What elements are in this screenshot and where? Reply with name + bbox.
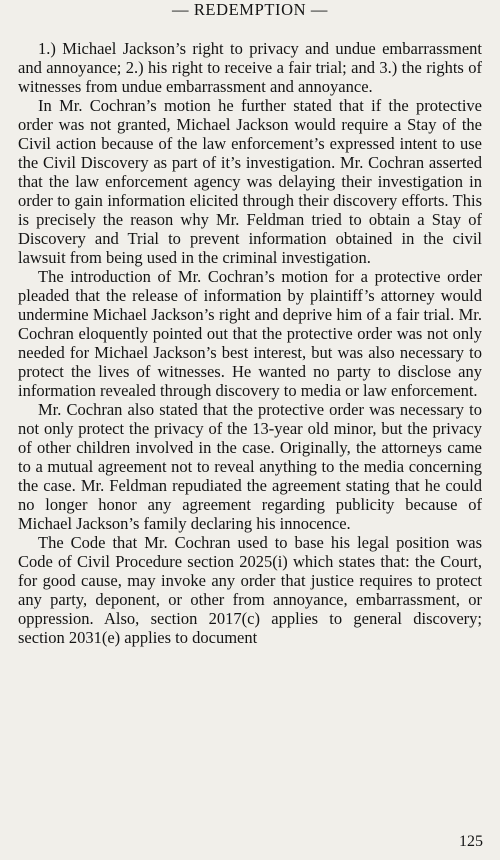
running-head: — REDEMPTION — <box>172 0 328 19</box>
paragraph: 1.) Michael Jackson’s right to privacy and undue embarrassment and annoyance; 2.) his right to receive a fair trial; and 3.) the rights of witnesses from undue embarrassment and annoyance. <box>18 39 482 96</box>
page-number: 125 <box>459 833 483 850</box>
paragraph: Mr. Cochran also stated that the protective order was necessary to not only protect the privacy of the 13-year old minor, but the privacy of other children involved in the case. Originally, the attorneys came to a mutual agreement not to reveal anything to the media concerning the case. Mr. Feldman repudiated the agreement stating that he could no longer honor any agreement regarding publicity because of Michael Jackson’s family declaring his innocence. <box>18 400 482 533</box>
body-text <box>18 39 482 647</box>
paragraph: The introduction of Mr. Cochran’s motion for a protective order pleaded that the release of information by plaintiff’s attorney would undermine Michael Jackson’s right and deprive him of a fair trial. Mr. Cochran eloquently pointed out that the protective order was not only needed for Michael Jackson’s best interest, but was also necessary to protect the lives of witnesses. He wanted no party to disclose any information revealed through discovery to media or law enforcement. <box>18 267 482 400</box>
paragraph: The Code that Mr. Cochran used to base his legal position was Code of Civil Procedure section 2025(i) which states that: the Court, for good cause, may invoke any order that justice requires to protect any party, deponent, or other from annoyance, embarrassment, or oppression. Also, section 2017(c) applies to general discovery; section 2031(e) applies to document <box>18 533 482 647</box>
paragraph: In Mr. Cochran’s motion he further stated that if the protective order was not granted, Michael Jackson would require a Stay of the Civil action because of the law enforcement’s expressed intent to use the Civil Discovery as part of it’s investigation. Mr. Cochran asserted that the law enforcement agency was delaying their investigation in order to gain information elicited through their discovery efforts. This is precisely the reason why Mr. Feldman tried to obtain a Stay of Discovery and Trial to prevent information obtained in the civil lawsuit from being used in the criminal investigation. <box>18 96 482 267</box>
